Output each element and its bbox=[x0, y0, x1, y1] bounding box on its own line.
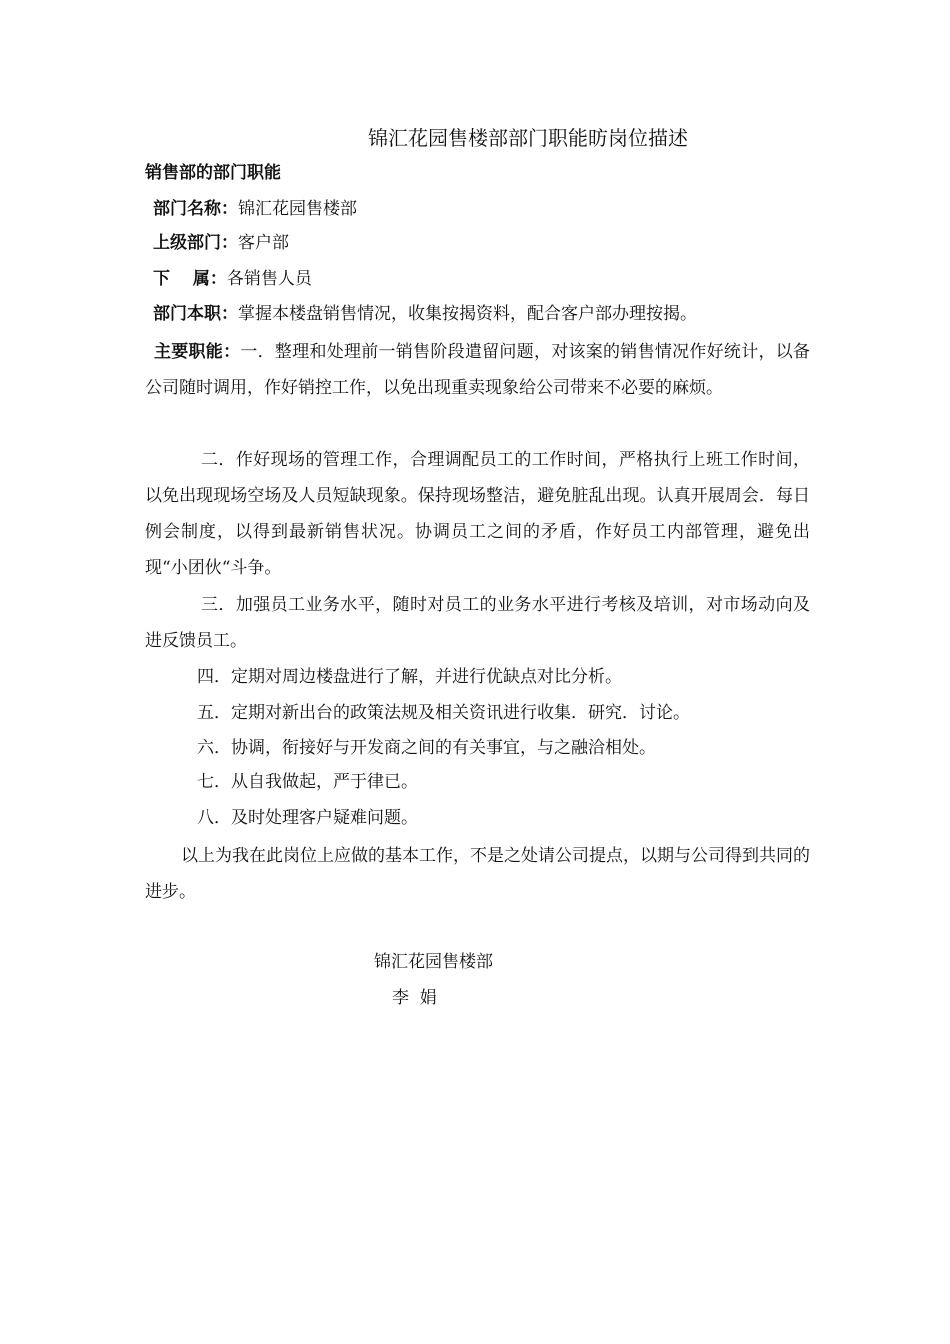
duty-item-8: 八．及时处理客户疑难问题。 bbox=[197, 808, 418, 828]
duty-item-4: 四．定期对周边楼盘进行了解，并进行优缺点对比分析。 bbox=[197, 667, 622, 687]
duty-item-6: 六．协调，衔接好与开发商之间的有关事宜，与之融洽相处。 bbox=[197, 738, 656, 758]
field-subordinates bbox=[153, 266, 312, 292]
document-title: 锦汇花园售楼部部门职能昉岗位描述 bbox=[368, 126, 688, 150]
field-value: 各销售人员 bbox=[226, 269, 312, 289]
field-parent-department bbox=[153, 230, 289, 256]
closing-paragraph: 以上为我在此岗位上应做的基本工作，不是之处请公司提点，以期与公司得到共同的进步。 bbox=[145, 846, 810, 902]
field-value: 锦汇花园售楼部 bbox=[238, 199, 357, 219]
field-department-name bbox=[153, 196, 357, 222]
field-value: 客户部 bbox=[238, 233, 289, 253]
field-department-duty bbox=[153, 301, 697, 327]
signature-name: 李 娟 bbox=[392, 988, 437, 1008]
field-label: 上级部门： bbox=[153, 233, 238, 253]
duty-item-1 bbox=[145, 334, 810, 406]
field-label: 部门本职： bbox=[153, 304, 238, 324]
field-value: 掌握本楼盘销售情况，收集按揭资料，配合客户部办理按揭。 bbox=[238, 304, 697, 324]
main-duties-label: 主要职能： bbox=[154, 342, 241, 362]
signature-organization: 锦汇花园售楼部 bbox=[374, 952, 493, 972]
field-label: 下 属： bbox=[153, 269, 227, 289]
duty-item-text: 一．整理和处理前一销售阶段遣留问题，对该案的销售情况作好统计，以备公司随时调用，作好销控工作，以免出现重卖现象给公司带来不必要的麻烦。 bbox=[145, 342, 811, 398]
duty-item-7: 七．从自我做起，严于律已。 bbox=[197, 772, 418, 792]
field-label: 部门名称： bbox=[153, 199, 238, 219]
section-heading: 销售部的部门职能 bbox=[145, 163, 281, 183]
duty-item-2: 二．作好现场的管理工作，合理调配员工的工作时间，严格执行上班工作时间，以免出现现场空场及人员短缺现象。保持现场整洁，避免脏乱出现。认真开展周会．每日例会制度，以得到最新销售状况。协调员工之间的矛盾，作好员工内部管理，避免出现“小团伙“斗争。 bbox=[145, 450, 810, 578]
duty-item-5: 五．定期对新出台的政策法规及相关资讯进行收集．研究．讨论。 bbox=[197, 703, 690, 723]
duty-item-3: 三．加强员工业务水平，随时对员工的业务水平进行考核及培训，对市场动向及进反馈员工。 bbox=[145, 595, 810, 651]
